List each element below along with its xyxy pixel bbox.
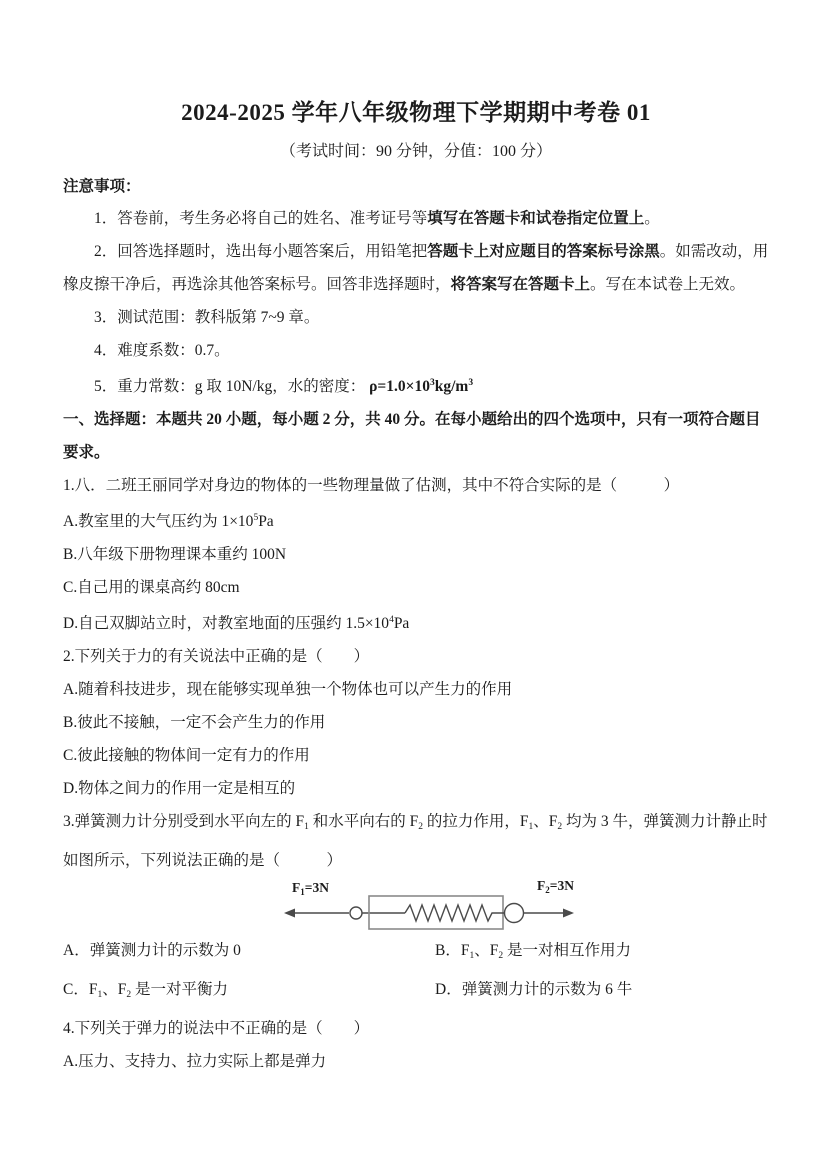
question-1-option-a: A.教室里的大气压约为 $1\times 10^5Pa$ bbox=[63, 513, 274, 530]
notice-item-1: 1．答卷前，考生务必将自己的姓名、准考证号等填写在答题卡和试卷指定位置上。 bbox=[94, 210, 660, 227]
arrow-left-head bbox=[284, 909, 295, 918]
question-3-option-b: B．$F_1$、$F_2$ 是一对相互作用力 bbox=[435, 942, 631, 961]
question-1-stem: 1.八．二班王丽同学对身边的物体的一些物理量做了估测，其中不符合实际的是（ ） bbox=[63, 477, 680, 494]
arrow-right-head bbox=[563, 909, 574, 918]
question-1-option-d: D.自己双脚站立时，对教室地面的压强约 $1.5\times 10^4Pa$ bbox=[63, 615, 410, 632]
exam-title: 2024-2025 学年八年级物理下学期期中考卷 01 bbox=[181, 100, 651, 125]
notice-item-3: 3．测试范围：教科版第 7~9 章。 bbox=[94, 309, 320, 326]
spring-scale-figure bbox=[283, 888, 575, 932]
question-3-option-d: D．弹簧测力计的示数为 6 牛 bbox=[435, 981, 633, 998]
question-3-options-row-1 bbox=[63, 934, 769, 973]
force-f1-label: $F_1=3N$ bbox=[292, 880, 329, 897]
question-4-option-a: A.压力、支持力、拉力实际上都是弹力 bbox=[63, 1053, 327, 1070]
spring-scale-diagram bbox=[283, 878, 575, 931]
question-2-option-a: A.随着科技进步，现在能够实现单独一个物体也可以产生力的作用 bbox=[63, 681, 513, 698]
notices-heading: 注意事项： bbox=[63, 178, 141, 195]
notice-item-4: 4．难度系数：0.7。 bbox=[94, 342, 230, 359]
question-2-option-d: D.物体之间力的作用一定是相互的 bbox=[63, 780, 296, 797]
notice-item-2: 2．回答选择题时，选出每小题答案后，用铅笔把答题卡上对应题目的答案标号涂黑。如需改动，用橡皮擦干净后，再选涂其他答案标号。回答非选择题时，将答案写在答题卡上。写在本试卷上无效。 bbox=[63, 243, 769, 293]
question-1-option-b: B.八年级下册物理课本重约 100N bbox=[63, 546, 287, 563]
question-3-stem: 3.弹簧测力计分别受到水平向左的 $F_1$ 和水平向右的 $F_2$ 的拉力作用，$F_1$、$F_2$ 均为 3 牛，弹簧测力计静止时如图所示，下列说法正确的是（ ） bbox=[63, 813, 768, 869]
question-2-stem: 2.下列关于力的有关说法中正确的是（ ） bbox=[63, 648, 370, 665]
question-2-option-c: C.彼此接触的物体间一定有力的作用 bbox=[63, 747, 310, 764]
question-1-option-c: C.自己用的课桌高约 80cm bbox=[63, 579, 240, 596]
question-3-option-c: C．$F_1$、$F_2$ 是一对平衡力 bbox=[63, 981, 228, 1000]
question-3-options-row-2 bbox=[63, 973, 769, 1012]
section1-heading: 一、选择题：本题共 20 小题，每小题 2 分，共 40 分。在每小题给出的四个选项中，只有一项符合题目要求。 bbox=[63, 411, 761, 461]
force-f2-label: $F_2=3N$ bbox=[537, 878, 574, 895]
question-2-option-b: B.彼此不接触，一定不会产生力的作用 bbox=[63, 714, 326, 731]
notice-item-5: 5．重力常数：g 取 10N/kg，水的密度： $\rho=1.0\times 10^3kg/m^3$ bbox=[94, 378, 474, 395]
question-3-option-a: A．弹簧测力计的示数为 0 bbox=[63, 942, 241, 959]
exam-subtitle: （考试时间：90 分钟，分值：100 分） bbox=[279, 143, 552, 160]
question-4-stem: 4.下列关于弹力的说法中不正确的是（ ） bbox=[63, 1020, 370, 1037]
